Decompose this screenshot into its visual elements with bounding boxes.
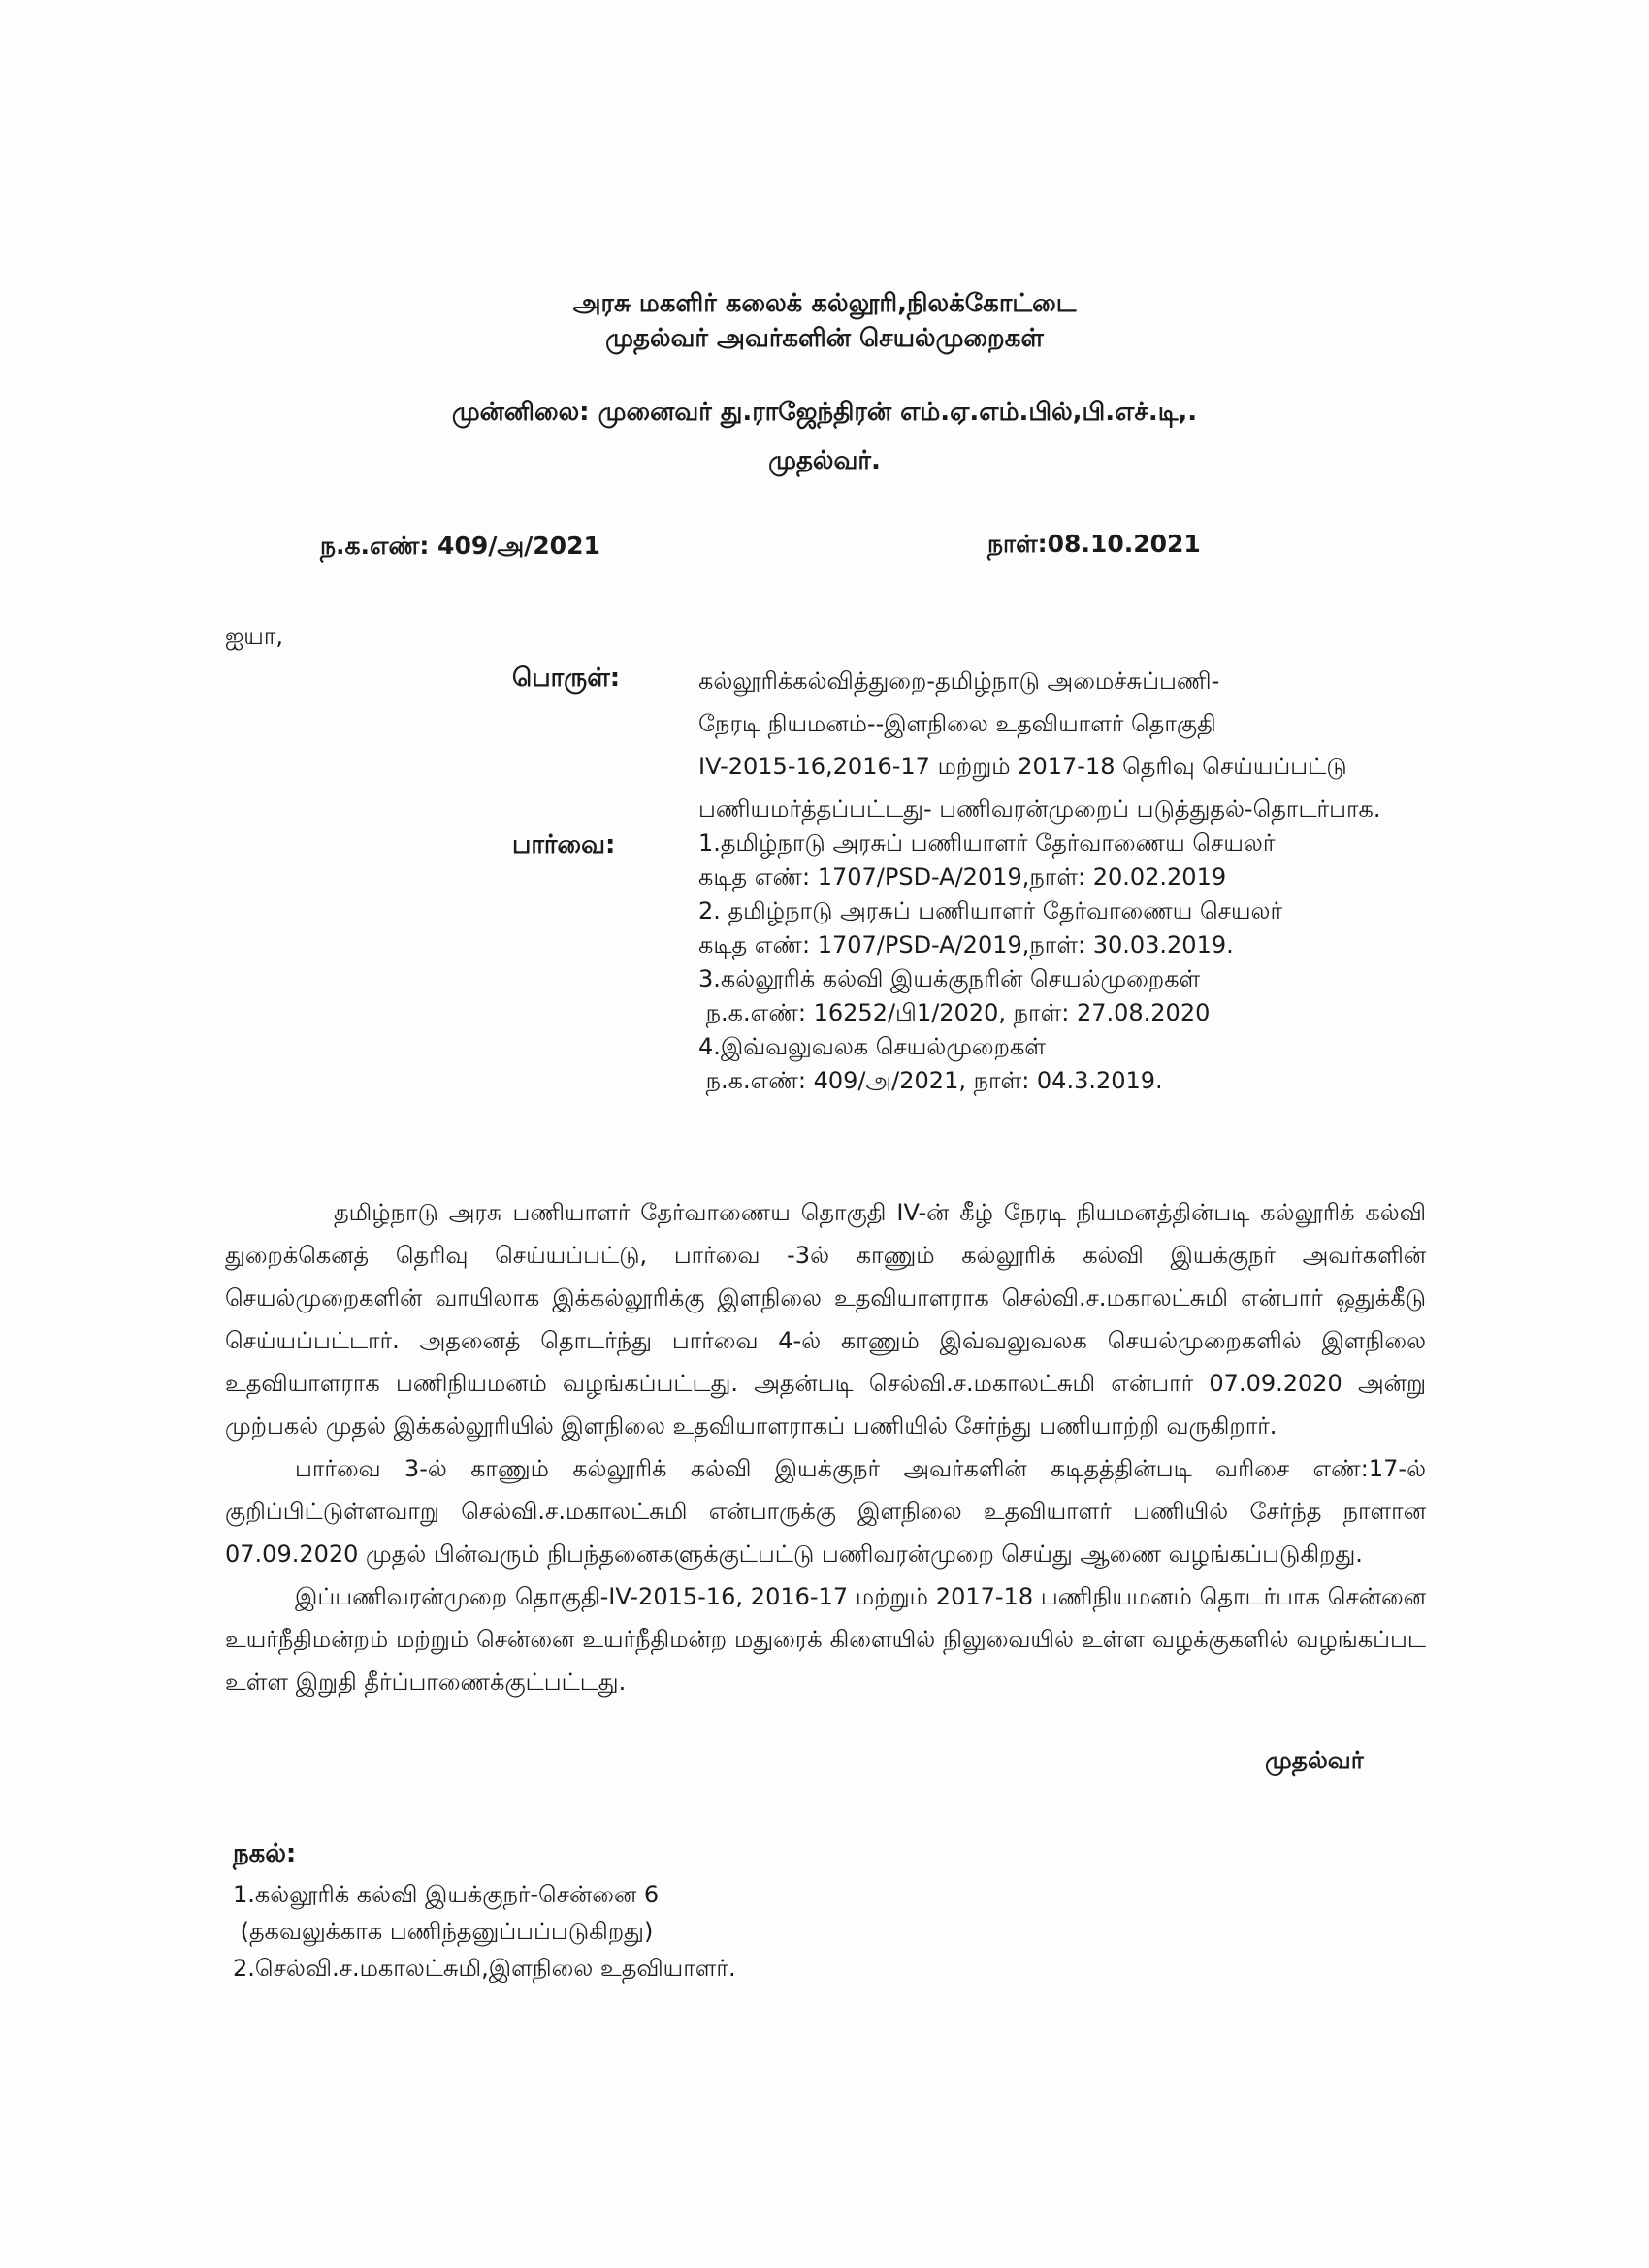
copies-label: நகல்:: [233, 1839, 297, 1868]
reference-line: 1.தமிழ்நாடு அரசுப் பணியாளர் தேர்வாணைய செயலர்: [698, 829, 1276, 857]
copies-block: [233, 1876, 736, 1987]
copy-recipient-note: (தகவலுக்காக பணிந்தனுப்பப்படுகிறது): [233, 1918, 654, 1945]
subject-line: பணியமர்த்தப்பட்டது- பணிவரன்முறைப் படுத்துதல்-தொடர்பாக.: [698, 795, 1381, 823]
reference-line: ந.க.எண்: 16252/பி1/2020, நாள்: 27.08.2020: [698, 999, 1211, 1026]
copy-recipient: 2.செல்வி.ச.மகாலட்சுமி,இளநிலை உதவியாளர்.: [233, 1955, 736, 1982]
proceedings-title: முதல்வர் அவர்களின் செயல்முறைகள்: [605, 324, 1044, 353]
signature-designation: முதல்வர்: [1265, 1746, 1364, 1774]
document-date: நாள்:08.10.2021: [987, 530, 1201, 558]
subject-label: பொருள்:: [512, 664, 621, 693]
reference-line: 2. தமிழ்நாடு அரசுப் பணியாளர் தேர்வாணைய செயலர்: [698, 897, 1282, 924]
body-paragraph-2: பார்வை 3-ல் காணும் கல்லூரிக் கல்வி இயக்குநர் அவர்களின் கடிதத்தின்படி வரிசை எண்:17-ல் குறிப்பிட்டுள்ளவாறு செல்வி.ச.மகாலட்சுமி என்பாருக்கு இளநிலை உதவியாளர் பணியில் சேர்ந்த நாளான 07.09.2020 முதல் பின்வரும் நிபந்தனைகளுக்குட்பட்டு பணிவரன்முறை செய்து ஆணை வழங்கப்படுகிறது.: [225, 1455, 1427, 1568]
presence-line: முன்னிலை: முனைவர் து.ராஜேந்திரன் எம்.ஏ.எம்.பில்,பி.எச்.டி,.: [451, 398, 1198, 427]
reference-line: ந.க.எண்: 409/அ/2021, நாள்: 04.3.2019.: [698, 1067, 1163, 1094]
reference-line: 3.கல்லூரிக் கல்வி இயக்குநரின் செயல்முறைகள்: [698, 965, 1201, 992]
reference-line: 4.இவ்வலுவலக செயல்முறைகள்: [698, 1033, 1046, 1060]
body-paragraph-1: தமிழ்நாடு அரசு பணியாளர் தேர்வாணைய தொகுதி IV-ன் கீழ் நேரடி நியமனத்தின்படி கல்லூரிக் கல்வி துறைக்கெனத் தெரிவு செய்யப்பட்டு, பார்வை -3ல் காணும் கல்லூரிக் கல்வி இயக்குநர் அவர்களின் செயல்முறைகளின் வாயிலாக இக்கல்லூரிக்கு இளநிலை உதவியாளராக செல்வி.ச.மகாலட்சுமி என்பார் ஒதுக்கீடு செய்யப்பட்டார். அதனைத் தொடர்ந்து பார்வை 4-ல் காணும் இவ்வலுவலக செயல்முறைகளில் இளநிலை உதவியாளராக பணிநியமனம் வழங்கப்பட்டது. அதன்படி செல்வி.ச.மகாலட்சுமி என்பார் 07.09.2020 அன்று முற்பகல் முதல் இக்கல்லூரியில் இளநிலை உதவியாளராகப் பணியில் சேர்ந்து பணியாற்றி வருகிறார்.: [225, 1199, 1426, 1440]
references-label: பார்வை:: [512, 830, 616, 859]
references-block: [698, 826, 1282, 1098]
body-text: [225, 1191, 1426, 1703]
presence-designation: முதல்வர்.: [768, 446, 881, 475]
reference-line: கடித எண்: 1707/PSD-A/2019,நாள்: 20.02.2019: [698, 863, 1227, 891]
subject-line: கல்லூரிக்கல்வித்துறை-தமிழ்நாடு அமைச்சுப்பணி-: [698, 667, 1220, 695]
subject-line: நேரடி நியமனம்--இளநிலை உதவியாளர் தொகுதி: [698, 710, 1216, 737]
reference-number: ந.க.எண்: 409/அ/2021: [320, 532, 600, 560]
body-paragraph-3: இப்பணிவரன்முறை தொகுதி-IV-2015-16, 2016-17 மற்றும் 2017-18 பணிநியமனம் தொடர்பாக சென்னை உயர்நீதிமன்றம் மற்றும் சென்னை உயர்நீதிமன்ற மதுரைக் கிளையில் நிலுவையில் உள்ள வழக்குகளில் வழங்கப்பட உள்ள இறுதி தீர்ப்பாணைக்குட்பட்டது.: [225, 1583, 1426, 1696]
college-title: அரசு மகளிர் கலைக் கல்லூரி,நிலக்கோட்டை: [572, 289, 1077, 318]
salutation: ஐயா,: [225, 623, 284, 650]
copy-recipient: 1.கல்லூரிக் கல்வி இயக்குநர்-சென்னை 6: [233, 1881, 660, 1908]
subject-line: IV-2015-16,2016-17 மற்றும் 2017-18 தெரிவு செய்யப்பட்டு: [698, 753, 1347, 780]
subject-block: [698, 660, 1380, 830]
reference-line: கடித எண்: 1707/PSD-A/2019,நாள்: 30.03.2019.: [698, 931, 1234, 958]
